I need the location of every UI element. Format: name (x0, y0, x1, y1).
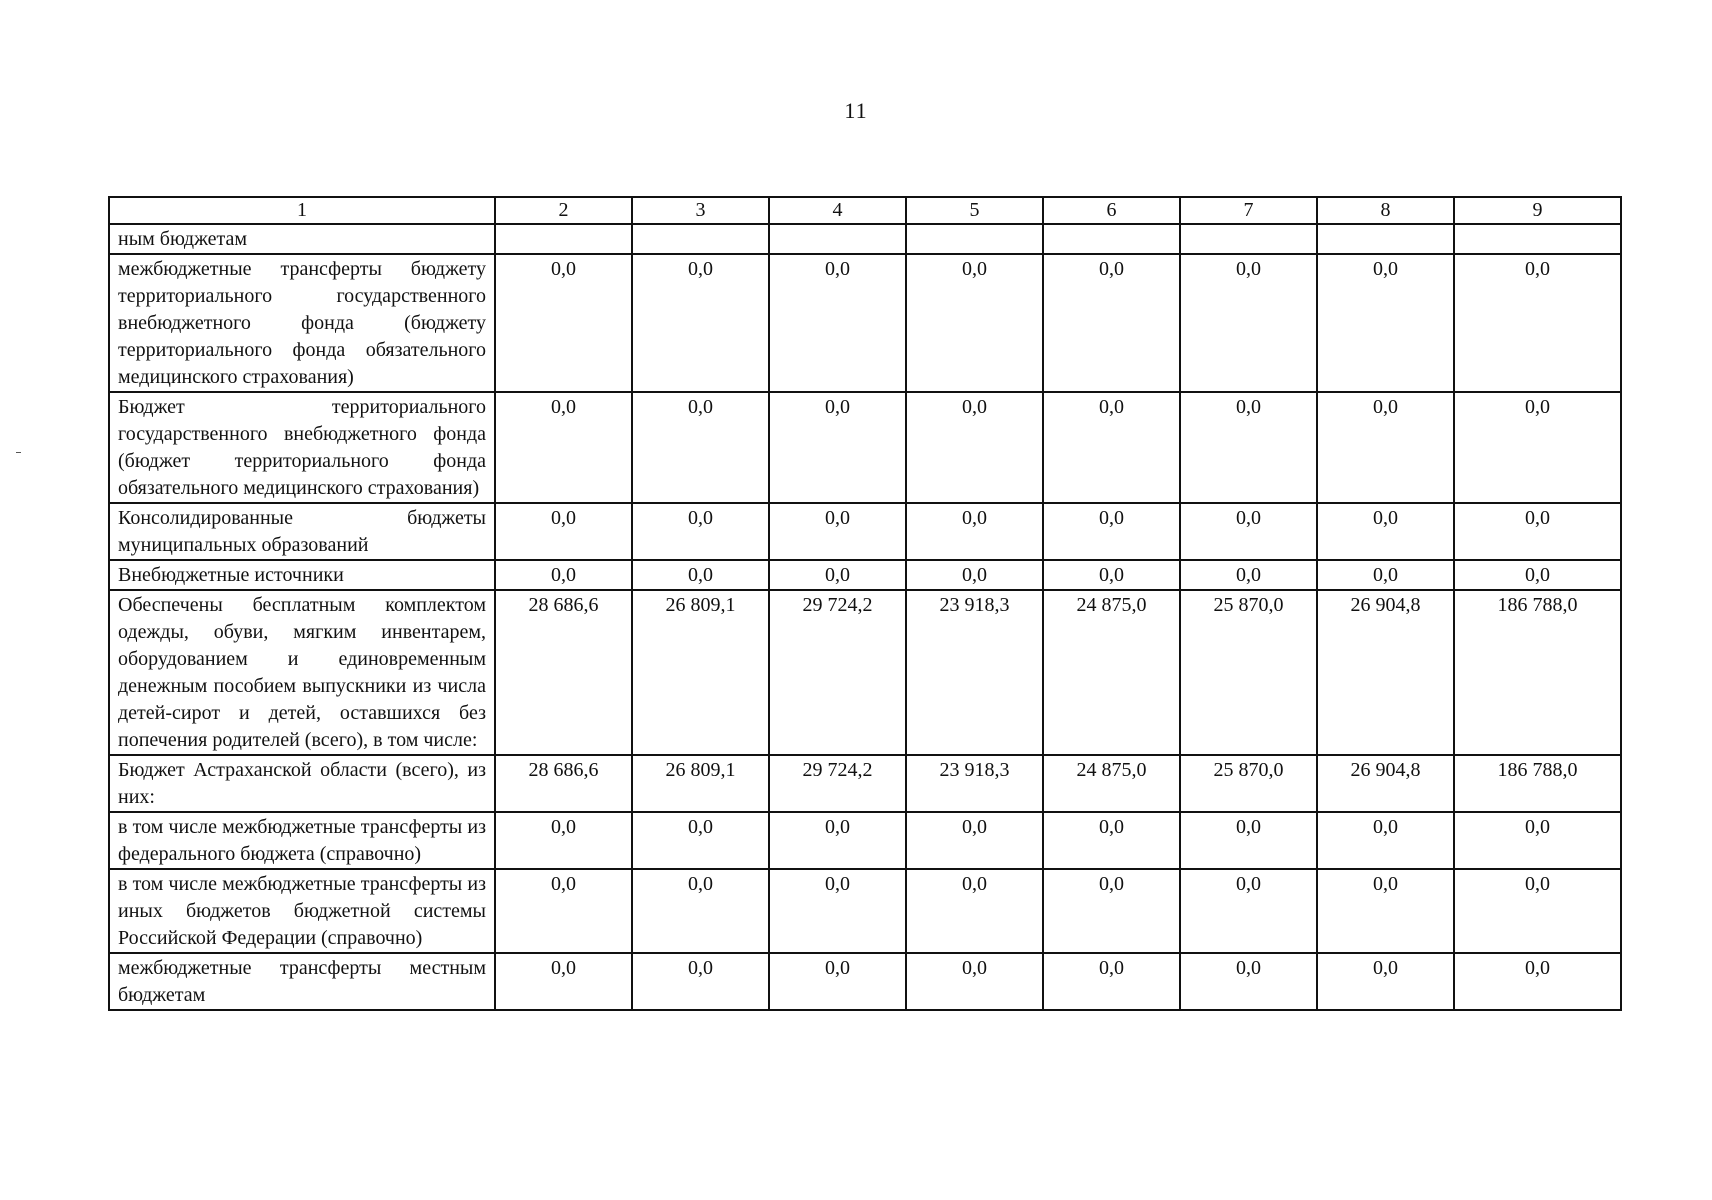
table-cell-value: 29 724,2 (769, 590, 906, 755)
column-header: 3 (632, 197, 769, 224)
column-header: 2 (495, 197, 632, 224)
table-cell-value: 29 724,2 (769, 755, 906, 812)
column-header: 6 (1043, 197, 1180, 224)
table-cell-value: 0,0 (1043, 254, 1180, 392)
table-cell-value: 0,0 (1180, 392, 1317, 503)
table-cell-value: 0,0 (495, 503, 632, 560)
row-label: в том числе межбюджетные трансферты из иных бюджетов бюджетной системы Российской Федерации (справочно) (109, 869, 495, 953)
table-cell-value: 0,0 (769, 503, 906, 560)
table-row (109, 869, 1621, 953)
table-cell-value: 0,0 (1043, 869, 1180, 953)
table-cell-value: 0,0 (769, 392, 906, 503)
table-cell-value: 0,0 (1180, 953, 1317, 1010)
table-cell-value: 0,0 (906, 869, 1043, 953)
table-cell-value: 0,0 (632, 503, 769, 560)
table-cell-value: 0,0 (632, 392, 769, 503)
table-cell-empty (1043, 224, 1180, 254)
table-cell-value: 0,0 (1454, 392, 1621, 503)
table-cell-value: 24 875,0 (1043, 755, 1180, 812)
table-cell-value: 24 875,0 (1043, 590, 1180, 755)
column-header: 7 (1180, 197, 1317, 224)
table-cell-value: 0,0 (1180, 503, 1317, 560)
row-label: Обеспечены бесплатным комплектом одежды, обуви, мягким инвентарем, оборудованием и единовременным денежным пособием выпускники из числа детей-сирот и детей, оставшихся без попечения родителей (всего), в том числе: (109, 590, 495, 755)
table-cell-value: 0,0 (906, 392, 1043, 503)
row-label: межбюджетные трансферты местным бюджетам (109, 953, 495, 1010)
table-cell-value: 0,0 (1454, 869, 1621, 953)
table-cell-value: 28 686,6 (495, 590, 632, 755)
budget-table (108, 196, 1622, 1011)
table-cell-value: 26 904,8 (1317, 590, 1454, 755)
table-cell-value: 25 870,0 (1180, 590, 1317, 755)
table-row (109, 392, 1621, 503)
table-cell-value: 23 918,3 (906, 755, 1043, 812)
page-number: 11 (844, 98, 868, 123)
table-cell-value: 0,0 (1180, 560, 1317, 590)
table-row (109, 254, 1621, 392)
table-cell-value: 0,0 (769, 560, 906, 590)
table-cell-value: 186 788,0 (1454, 590, 1621, 755)
table-cell-value: 0,0 (495, 812, 632, 869)
table-row (109, 953, 1621, 1010)
table-cell-empty (769, 224, 906, 254)
table-cell-value: 0,0 (1317, 392, 1454, 503)
table-cell-value: 0,0 (906, 503, 1043, 560)
column-header: 5 (906, 197, 1043, 224)
column-header: 1 (109, 197, 495, 224)
table-cell-value: 0,0 (769, 869, 906, 953)
table-header-row (109, 197, 1621, 224)
table-cell-value: 0,0 (632, 869, 769, 953)
table-cell-value: 0,0 (632, 953, 769, 1010)
table-cell-empty (495, 224, 632, 254)
table-cell-value: 0,0 (495, 953, 632, 1010)
table-row (109, 224, 1621, 254)
table-cell-value: 0,0 (1180, 254, 1317, 392)
table-cell-value: 0,0 (1454, 953, 1621, 1010)
table-cell-value: 0,0 (1454, 503, 1621, 560)
margin-mark (16, 452, 21, 453)
table-cell-value: 0,0 (906, 560, 1043, 590)
table-cell-value: 0,0 (1180, 812, 1317, 869)
table-cell-value: 26 904,8 (1317, 755, 1454, 812)
row-label: Бюджет территориального государственного внебюджетного фонда (бюджет территориального фонда обязательного медицинского страхования) (109, 392, 495, 503)
table-cell-value: 0,0 (769, 953, 906, 1010)
table-cell-value: 0,0 (1317, 869, 1454, 953)
row-label: Внебюджетные источники (109, 560, 495, 590)
table-cell-value: 26 809,1 (632, 590, 769, 755)
row-label: Консолидированные бюджеты муниципальных образований (109, 503, 495, 560)
table-cell-value: 23 918,3 (906, 590, 1043, 755)
table-cell-value: 0,0 (906, 812, 1043, 869)
column-header: 9 (1454, 197, 1621, 224)
table-cell-value: 0,0 (1317, 812, 1454, 869)
table-cell-value: 0,0 (1043, 503, 1180, 560)
table-cell-value: 186 788,0 (1454, 755, 1621, 812)
row-label: межбюджетные трансферты бюджету территориального государственного внебюджетного фонда (бюджету территориального фонда обязательного медицинского страхования) (109, 254, 495, 392)
table-cell-empty (1180, 224, 1317, 254)
table-cell-value: 0,0 (1043, 560, 1180, 590)
table-cell-value: 0,0 (632, 560, 769, 590)
table-cell-value: 0,0 (1043, 953, 1180, 1010)
table-cell-value: 0,0 (1317, 254, 1454, 392)
row-label: Бюджет Астраханской области (всего), из них: (109, 755, 495, 812)
table-cell-value: 25 870,0 (1180, 755, 1317, 812)
table-cell-value: 0,0 (1317, 953, 1454, 1010)
table-cell-value: 28 686,6 (495, 755, 632, 812)
table-cell-value: 0,0 (1317, 560, 1454, 590)
row-label: в том числе межбюджетные трансферты из федерального бюджета (справочно) (109, 812, 495, 869)
table-cell-value: 0,0 (769, 254, 906, 392)
table-cell-value: 0,0 (495, 254, 632, 392)
table-cell-value: 0,0 (1043, 812, 1180, 869)
table-cell-empty (632, 224, 769, 254)
table-cell-value: 0,0 (906, 953, 1043, 1010)
table-cell-empty (1454, 224, 1621, 254)
table-row (109, 590, 1621, 755)
table-cell-value: 26 809,1 (632, 755, 769, 812)
table-row (109, 560, 1621, 590)
table-cell-value: 0,0 (1317, 503, 1454, 560)
table-cell-empty (906, 224, 1043, 254)
table-row (109, 503, 1621, 560)
table-cell-value: 0,0 (1043, 392, 1180, 503)
table-row (109, 755, 1621, 812)
column-header: 8 (1317, 197, 1454, 224)
table-cell-value: 0,0 (1180, 869, 1317, 953)
table-cell-value: 0,0 (906, 254, 1043, 392)
table-cell-value: 0,0 (495, 869, 632, 953)
column-header: 4 (769, 197, 906, 224)
table-cell-value: 0,0 (632, 812, 769, 869)
table-row (109, 812, 1621, 869)
table-cell-value: 0,0 (632, 254, 769, 392)
table-cell-value: 0,0 (769, 812, 906, 869)
row-label: ным бюджетам (109, 224, 495, 254)
table-cell-value: 0,0 (1454, 812, 1621, 869)
table-cell-value: 0,0 (495, 392, 632, 503)
table-cell-empty (1317, 224, 1454, 254)
table-cell-value: 0,0 (495, 560, 632, 590)
table-cell-value: 0,0 (1454, 560, 1621, 590)
table-cell-value: 0,0 (1454, 254, 1621, 392)
